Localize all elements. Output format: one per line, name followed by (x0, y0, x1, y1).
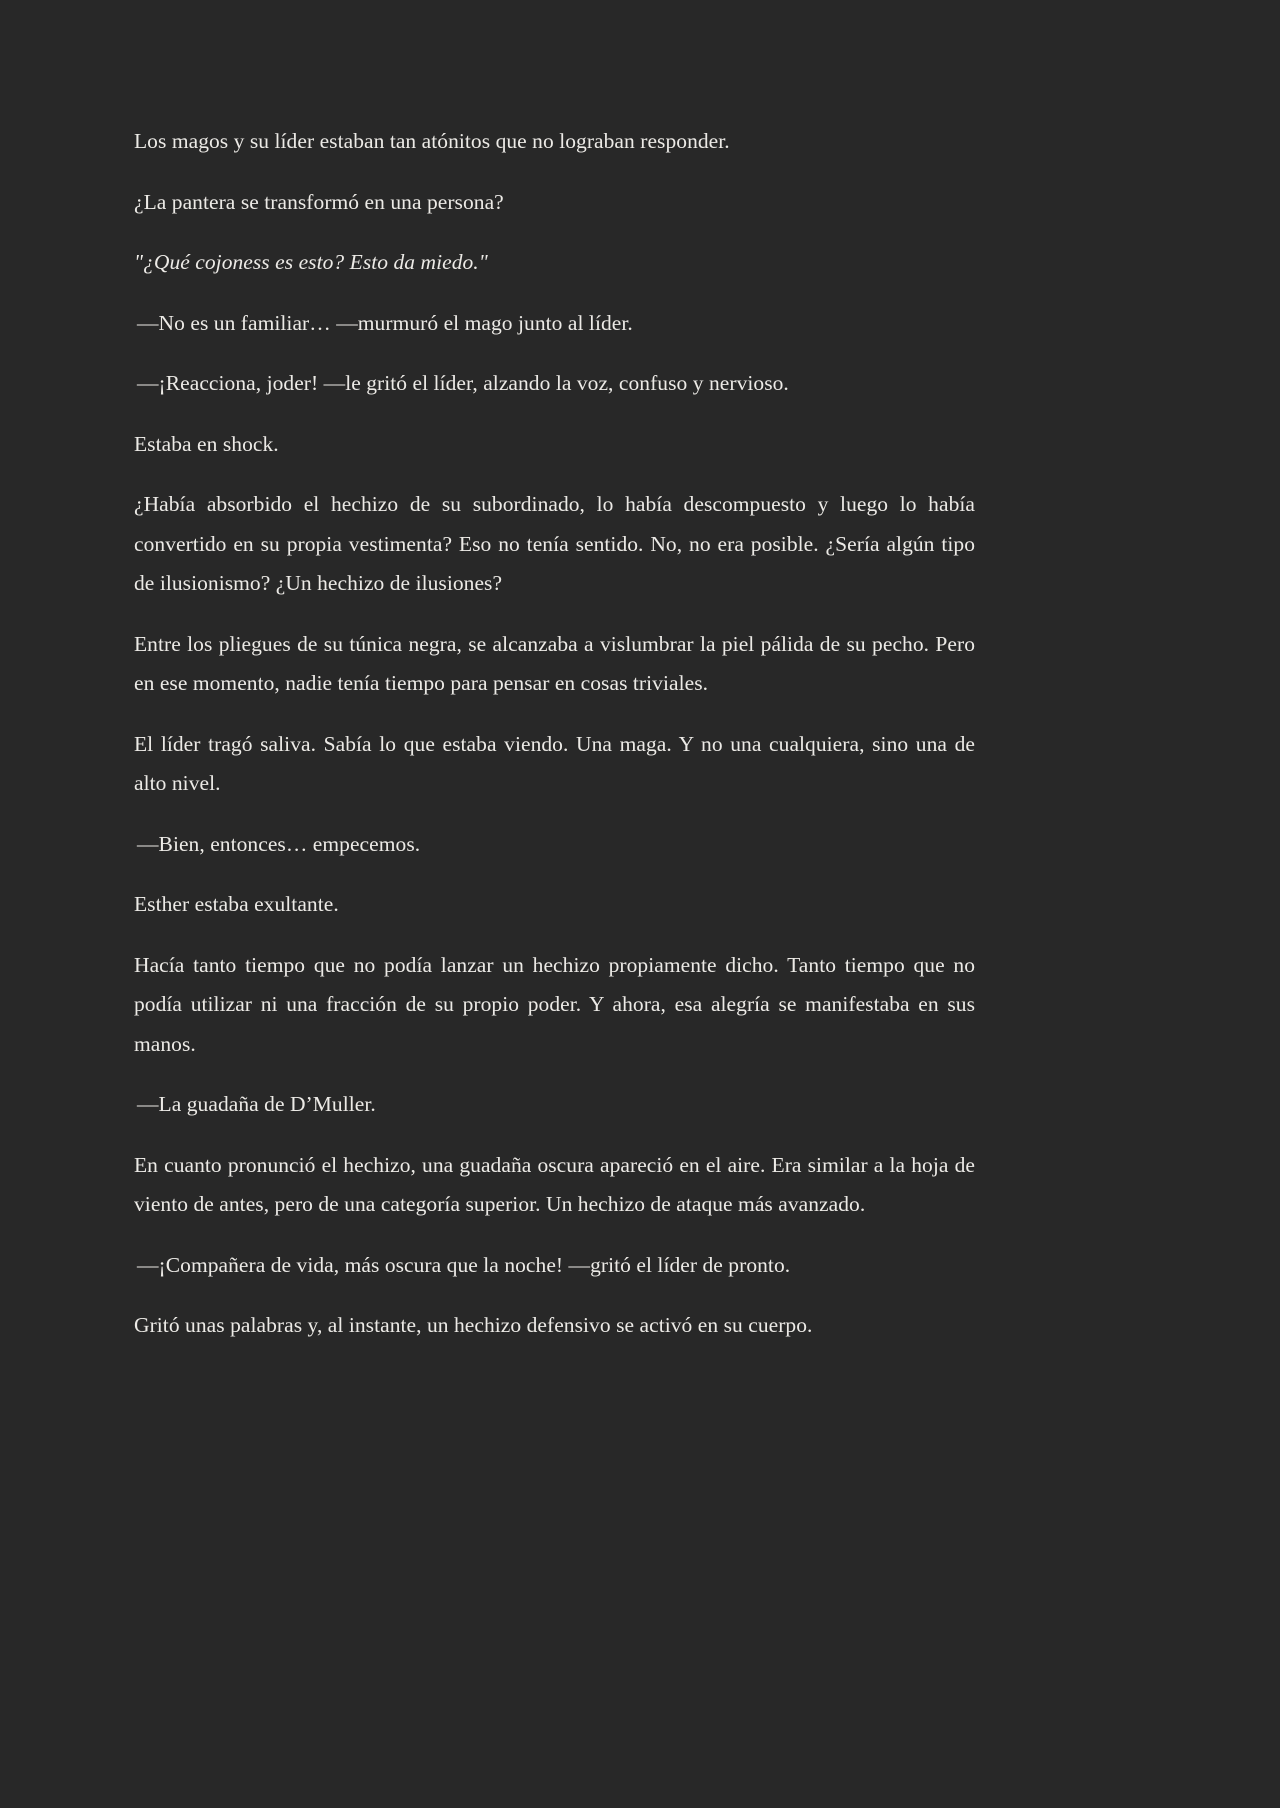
paragraph-14: En cuanto pronunció el hechizo, una guadaña oscura apareció en el aire. Era similar a la hoja de viento de antes, pero de una categoría superior. Un hechizo de ataque más avanzado. (134, 1152, 975, 1216)
paragraph-5-dialogue: —¡Reacciona, joder! —le gritó el líder, alzando la voz, confuso y nervioso. (137, 371, 789, 395)
paragraph-6: Estaba en shock. (134, 431, 279, 456)
paragraph-7: ¿Había absorbido el hechizo de su subordinado, lo había descompuesto y luego lo había convertido en su propia vestimenta? Eso no tenía sentido. No, no era posible. ¿Sería algún tipo de ilusionismo? ¿Un hechizo de ilusiones? (134, 492, 975, 595)
paragraph-8: Entre los pliegues de su túnica negra, se alcanzaba a vislumbrar la piel pálida de su pecho. Pero en ese momento, nadie tenía tiempo para pensar en cosas triviales. (134, 631, 975, 695)
paragraph-4-dialogue: —No es un familiar… —murmuró el mago junto al líder. (137, 310, 633, 335)
paragraph-11: Esther estaba exultante. (134, 892, 339, 916)
paragraph-10-dialogue: —Bien, entonces… empecemos. (137, 831, 421, 856)
paragraph-16: Gritó unas palabras y, al instante, un hechizo defensivo se activó en su cuerpo. (134, 1313, 813, 1337)
paragraph-13-dialogue: —La guadaña de D’Muller. (137, 1092, 376, 1116)
paragraph-12: Hacía tanto tiempo que no podía lanzar un hechizo propiamente dicho. Tanto tiempo que no podía utilizar ni una fracción de su propio poder. Y ahora, esa alegría se manifestaba en sus manos. (134, 952, 975, 1056)
paragraph-2: ¿La pantera se transformó en una persona? (134, 189, 504, 214)
paragraph-3-italic-quote: "¿Qué cojoness es esto? Esto da miedo." (134, 250, 488, 274)
paragraph-1: Los magos y su líder estaban tan atónitos que no lograban responder. (134, 129, 730, 153)
paragraph-15-dialogue: —¡Compañera de vida, más oscura que la noche! —gritó el líder de pronto. (137, 1252, 791, 1277)
reader-text-column (134, 122, 975, 1346)
paragraph-9: El líder tragó saliva. Sabía lo que estaba viendo. Una maga. Y no una cualquiera, sino una de alto nivel. (134, 731, 975, 795)
